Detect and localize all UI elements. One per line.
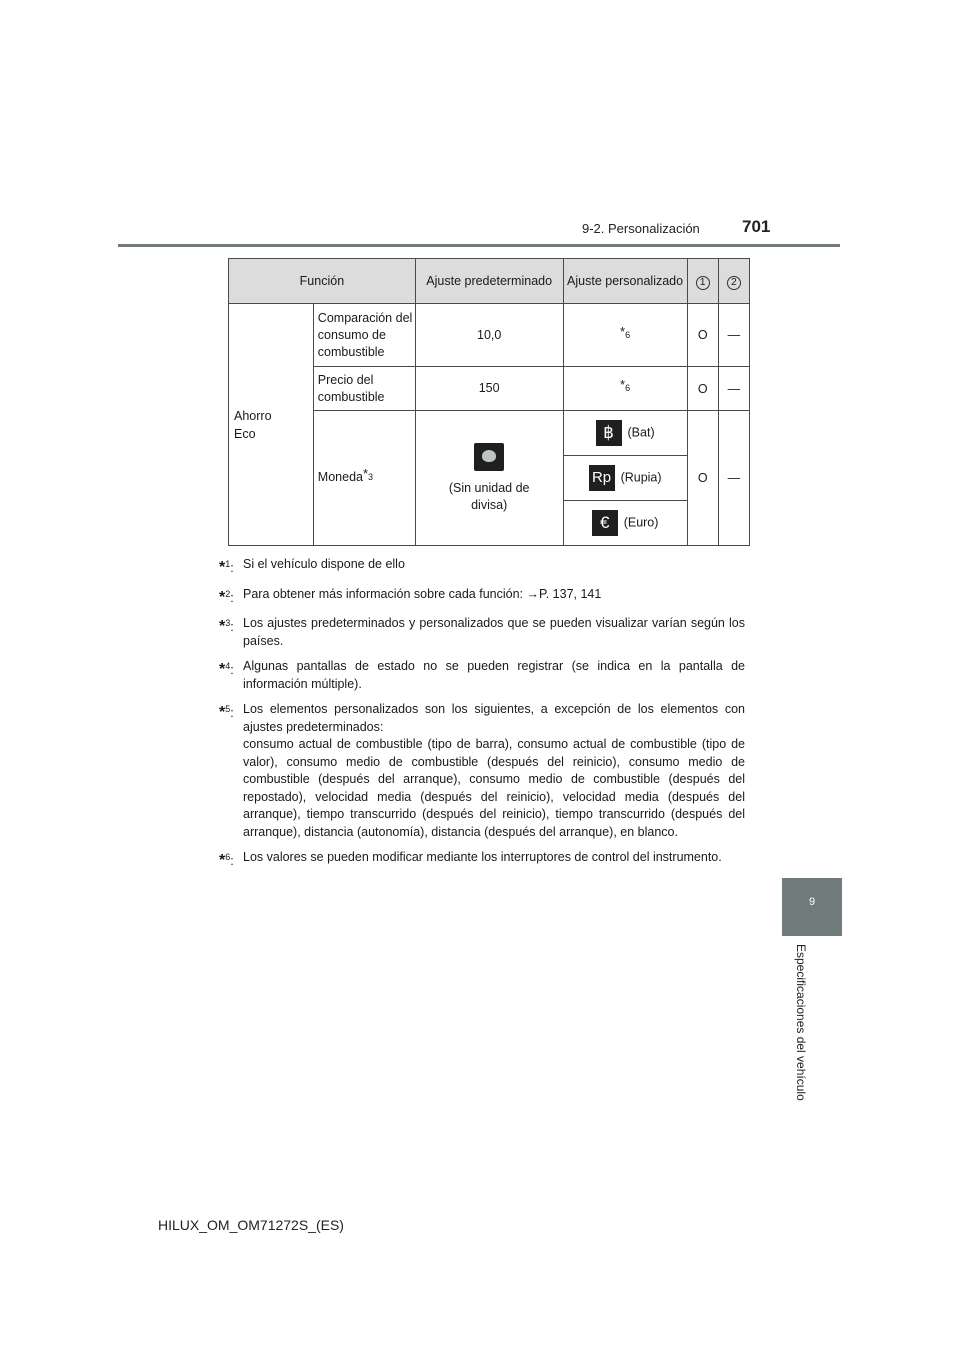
header-function: Función bbox=[229, 259, 416, 304]
footnote-ref: $*_6$ bbox=[620, 323, 631, 340]
footnote: *$^4$: Algunas pantallas de estado no se pueden registrar (se indica en la pantalla de información múltiple). bbox=[219, 659, 745, 691]
footnote: *$^2$: Para obtener más información sobre cada función: →P. 137, 141 bbox=[219, 586, 602, 606]
footnote: *$^1$: Si el vehículo dispone de ello bbox=[219, 557, 405, 577]
baht-icon: ฿ bbox=[596, 420, 622, 446]
currency-default: (Sin unidad de divisa) bbox=[415, 411, 563, 546]
row-default: 150 bbox=[415, 367, 563, 411]
table-row bbox=[229, 304, 750, 367]
group-label: Ahorro Eco bbox=[229, 304, 314, 546]
currency-option: € (Euro) bbox=[563, 501, 687, 546]
row-col2: — bbox=[718, 367, 749, 411]
section-title: 9-2. Personalización bbox=[582, 221, 700, 236]
circled-2-icon: 2 bbox=[727, 276, 741, 290]
header-divider bbox=[118, 244, 840, 247]
row-col1: O bbox=[687, 304, 718, 367]
row-sub-label: Comparación del consumo de combustible bbox=[313, 304, 415, 367]
header-col2 bbox=[718, 259, 749, 304]
currency-option: ฿ (Bat) bbox=[563, 411, 687, 456]
footnote: *$^6$: Los valores se pueden modificar mediante los interruptores de control del instrumento. bbox=[219, 850, 722, 870]
table-header-row bbox=[229, 259, 750, 304]
footnotes bbox=[219, 556, 745, 879]
rupiah-icon: Rp bbox=[589, 465, 615, 491]
footnote-5-detail: consumo actual de combustible (tipo de barra), consumo actual de combustible (tipo de valor), consumo medio de combustible (después del reinicio), consumo medio de combustible (después del arranque), consumo medio de combustible (después del repostado), velocidad media (después del reinicio), velocidad media (después del arranque), tiempo transcurrido (después del reinicio), tiempo transcurrido (después del arranque), distancia (autonomía), distancia (después del arranque), en blanco. bbox=[243, 737, 745, 839]
row-custom bbox=[563, 304, 687, 367]
circled-1-icon: 1 bbox=[696, 276, 710, 290]
row-sub-label: Precio del combustible bbox=[313, 367, 415, 411]
row-default: 10,0 bbox=[415, 304, 563, 367]
currency-col2: — bbox=[718, 411, 749, 546]
row-custom bbox=[563, 367, 687, 411]
footnote: *$^5$: Los elementos personalizados son los siguientes, a excepción de los elementos con ajustes predeterminados: consumo actual de combustible (tipo de barra), consumo actual de combustible (tipo de valor), consumo medio de combustible (después del reinicio), consumo medio de combustible (después del arranque), consumo medio de combustible (después del repostado), velocidad media (después del reinicio), velocidad media (después del arranque), tiempo transcurrido (después del reinicio), tiempo transcurrido (después del arranque), distancia (autonomía), distancia (después del arranque), en blanco. bbox=[219, 702, 745, 839]
row-col1: O bbox=[687, 367, 718, 411]
chapter-number: 9 bbox=[808, 896, 816, 908]
header-col1 bbox=[687, 259, 718, 304]
chapter-tab[interactable] bbox=[782, 878, 842, 936]
header-custom: Ajuste personalizado bbox=[563, 259, 687, 304]
euro-icon: € bbox=[592, 510, 618, 536]
footnote-ref: $*_6$ bbox=[620, 377, 631, 393]
footnote-ref: $*_3$ bbox=[362, 465, 374, 482]
currency-sub-label: $Moneda*_3$ bbox=[313, 411, 415, 546]
currency-col1: O bbox=[687, 411, 718, 546]
settings-table bbox=[228, 258, 750, 546]
row-col2: — bbox=[718, 304, 749, 367]
no-currency-icon bbox=[474, 443, 504, 471]
header-default: Ajuste predeterminado bbox=[415, 259, 563, 304]
document-id: HILUX_OM_OM71272S_(ES) bbox=[158, 1217, 344, 1233]
currency-option: Rp (Rupia) bbox=[563, 456, 687, 501]
chapter-title: Especificaciones del vehículo bbox=[794, 944, 808, 1101]
page-number: 701 bbox=[742, 217, 771, 236]
footnote: *$^3$: Los ajustes predeterminados y personalizados que se pueden visualizar varían según los países. bbox=[219, 616, 745, 648]
